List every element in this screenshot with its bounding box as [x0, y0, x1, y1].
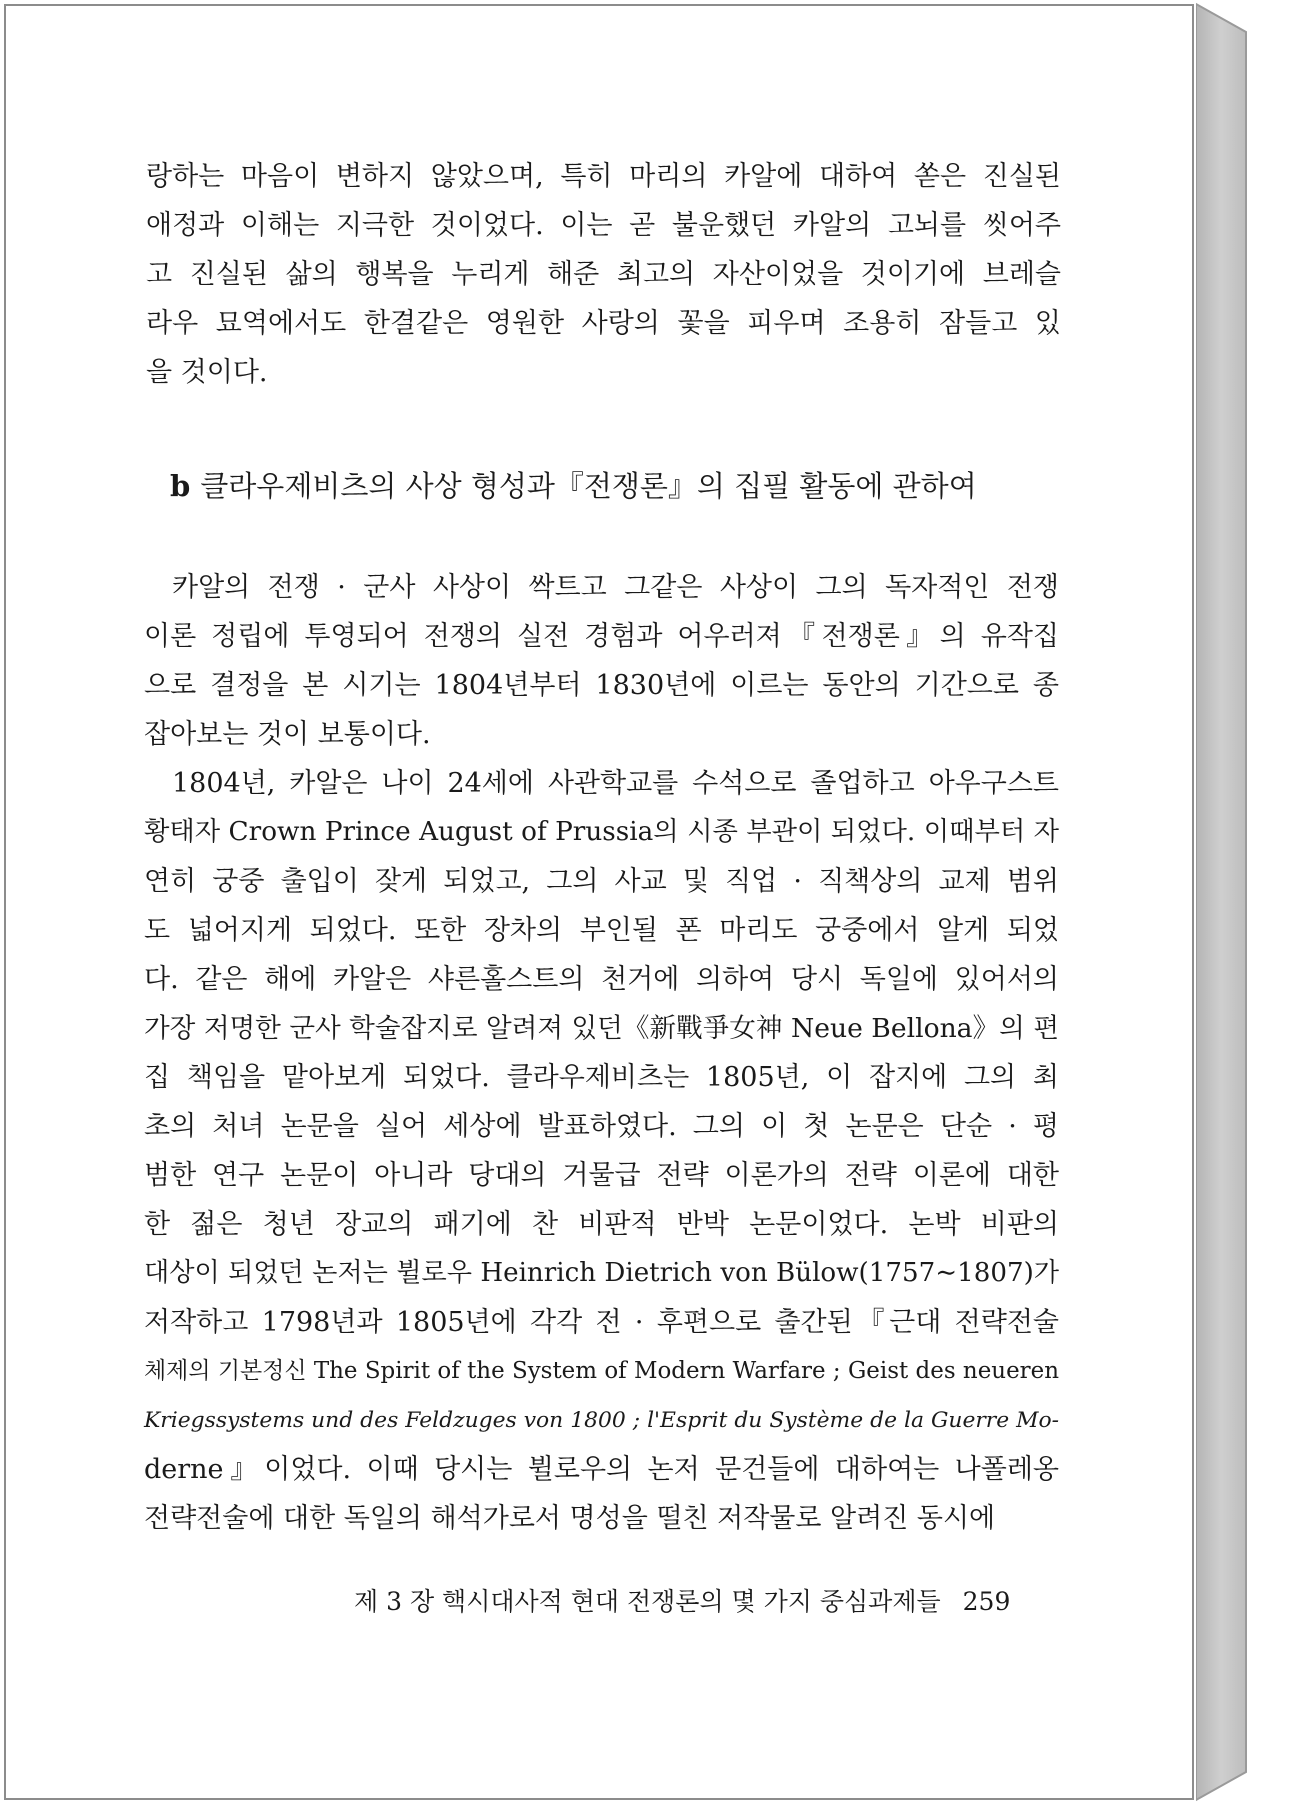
text-line: 범한 연구 논문이 아니라 당대의 거물급 전략 이론가의 전략 이론에 대한	[144, 1160, 1059, 1191]
text-line: 애정과 이해는 지극한 것이었다. 이는 곧 불운했던 카알의 고뇌를 씻어주	[146, 210, 1061, 241]
text-line: 전략전술에 대한 독일의 해석가로서 명성을 떨친 저작물로 알려진 동시에	[144, 1503, 996, 1534]
text-line: 고 진실된 삶의 행복을 누리게 해준 최고의 자산이었을 것이기에 브레슬	[146, 259, 1061, 290]
running-title: 제 3 장 핵시대사적 현대 전쟁론의 몇 가지 중심과제들	[354, 1587, 941, 1616]
text-line: 다. 같은 해에 카알은 샤른홀스트의 천거에 의하여 당시 독일에 있어서의	[144, 964, 1059, 995]
page-number: 259	[962, 1587, 1011, 1616]
text-line: 가장 저명한 군사 학술잡지로 알려져 있던《新戰爭女神 Neue Bellona》의 편	[144, 1013, 1059, 1044]
text-line: 이론 정립에 투영되어 전쟁의 실전 경험과 어우러져『전쟁론』의 유작집	[144, 621, 1059, 652]
body-paragraph-3	[144, 759, 1059, 1543]
text-line: 카알의 전쟁 · 군사 사상이 싹트고 그같은 사상이 그의 독자적인 전쟁	[172, 572, 1059, 603]
text-line: 잡아보는 것이 보통이다.	[144, 719, 431, 750]
text-line: 을 것이다.	[146, 357, 268, 388]
section-heading	[170, 464, 977, 505]
text-line: Kriegssystems und des Feldzuges von 1800 ; l'Esprit du Système de la Guerre Mo-	[144, 1408, 1059, 1433]
text-line: 집 책임을 맡아보게 되었다. 클라우제비츠는 1805년, 이 잡지에 그의 최	[144, 1062, 1059, 1093]
text-line: 으로 결정을 본 시기는 1804년부터 1830년에 이르는 동안의 기간으로 종	[144, 670, 1059, 701]
text-line: 라우 묘역에서도 한결같은 영원한 사랑의 꽃을 피우며 조용히 잠들고 있	[146, 308, 1061, 339]
book-page-edge	[1196, 0, 1250, 1806]
text-line: 대상이 되었던 논저는 뷜로우 Heinrich Dietrich von Bülow(1757∼1807)가	[144, 1258, 1059, 1288]
text-line: 한 젊은 청년 장교의 패기에 찬 비판적 반박 논문이었다. 논박 비판의	[144, 1209, 1059, 1240]
text-line: 저작하고 1798년과 1805년에 각각 전 · 후편으로 출간된『근대 전략전술	[144, 1307, 1059, 1338]
page-footer	[354, 1582, 1010, 1618]
text-line: 랑하는 마음이 변하지 않았으며, 특히 마리의 카알에 대하여 쏟은 진실된	[146, 161, 1061, 192]
section-heading-text: 클라우제비츠의 사상 형성과『전쟁론』의 집필 활동에 관하여	[200, 469, 977, 503]
text-line: 연히 궁중 출입이 잦게 되었고, 그의 사교 및 직업 · 직책상의 교제 범위	[144, 866, 1059, 897]
text-line: derne』이었다. 이때 당시는 뷜로우의 논저 문건들에 대하여는 나폴레옹	[144, 1454, 1059, 1485]
text-line: 도 넓어지게 되었다. 또한 장차의 부인될 폰 마리도 궁중에서 알게 되었	[144, 915, 1059, 946]
body-paragraph-2	[144, 563, 1059, 759]
text-line: 체제의 기본정신 The Spirit of the System of Modern Warfare ; Geist des neueren	[144, 1358, 1059, 1384]
text-line: 1804년, 카알은 나이 24세에 사관학교를 수석으로 졸업하고 아우구스트	[172, 768, 1059, 799]
body-paragraph-1	[146, 152, 1061, 397]
text-line: 초의 처녀 논문을 실어 세상에 발표하였다. 그의 이 첫 논문은 단순 · 평	[144, 1111, 1059, 1142]
text-line: 황태자 Crown Prince August of Prussia의 시종 부관이 되었다. 이때부터 자	[144, 817, 1059, 847]
section-marker: b	[170, 469, 191, 503]
